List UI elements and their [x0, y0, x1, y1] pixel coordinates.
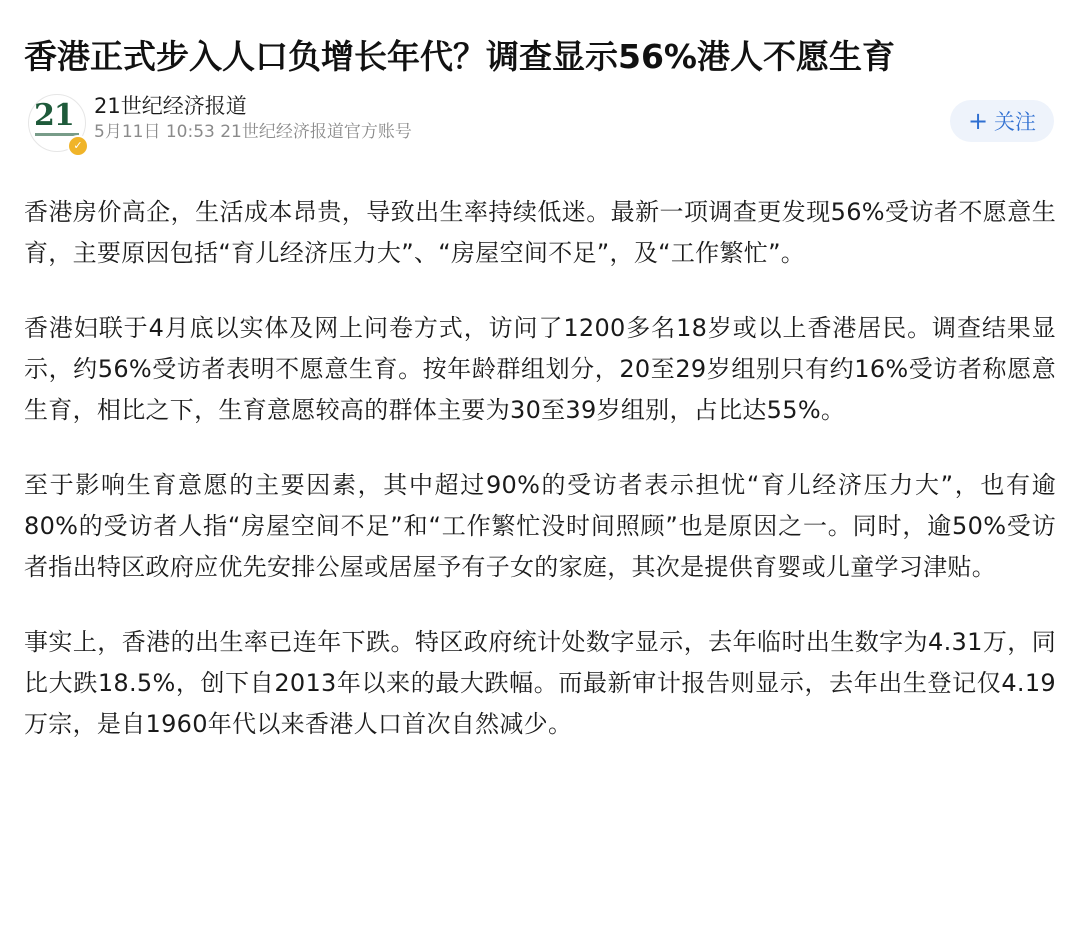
verified-badge-icon: ✓ [67, 135, 89, 157]
article-title: 香港正式步入人口负增长年代？调查显示56%港人不愿生育 [24, 37, 895, 77]
author-meta: 5月11日 10:53 21世纪经济报道官方账号 [94, 122, 412, 142]
author-bar [24, 88, 1054, 160]
avatar[interactable] [28, 94, 86, 152]
follow-label: 关注 [994, 110, 1037, 134]
article-paragraph: 事实上，香港的出生率已连年下跌。特区政府统计处数字显示，去年临时出生数字为4.31万，同比大跌18.5%，创下自2013年以来的最大跌幅。而最新审计报告则显示，去年出生登记仅4.19万宗，是自1960年代以来香港人口首次自然减少。 [24, 628, 1056, 738]
avatar-logo: 21 [34, 98, 74, 133]
article-paragraph: 至于影响生育意愿的主要因素，其中超过90%的受访者表示担忧“育儿经济压力大”，也有逾80%的受访者人指“房屋空间不足”和“工作繁忙没时间照顾”也是原因之一。同时，逾50%受访者指出特区政府应优先安排公屋或居屋予有子女的家庭，其次是提供育婴或儿童学习津贴。 [24, 471, 1056, 581]
plus-icon: + [967, 107, 989, 135]
follow-button[interactable] [950, 100, 1054, 142]
author-name[interactable]: 21世纪经济报道 [94, 94, 247, 118]
article-paragraph: 香港房价高企，生活成本昂贵，导致出生率持续低迷。最新一项调查更发现56%受访者不愿意生育，主要原因包括“育儿经济压力大”、“房屋空间不足”，及“工作繁忙”。 [24, 198, 1056, 267]
article-body [24, 192, 1056, 779]
article-paragraph: 香港妇联于4月底以实体及网上问卷方式，访问了1200多名18岁或以上香港居民。调查结果显示，约56%受访者表明不愿意生育。按年龄群组划分，20至29岁组别只有约16%受访者称愿意生育，相比之下，生育意愿较高的群体主要为30至39岁组别，占比达55%。 [24, 314, 1056, 424]
